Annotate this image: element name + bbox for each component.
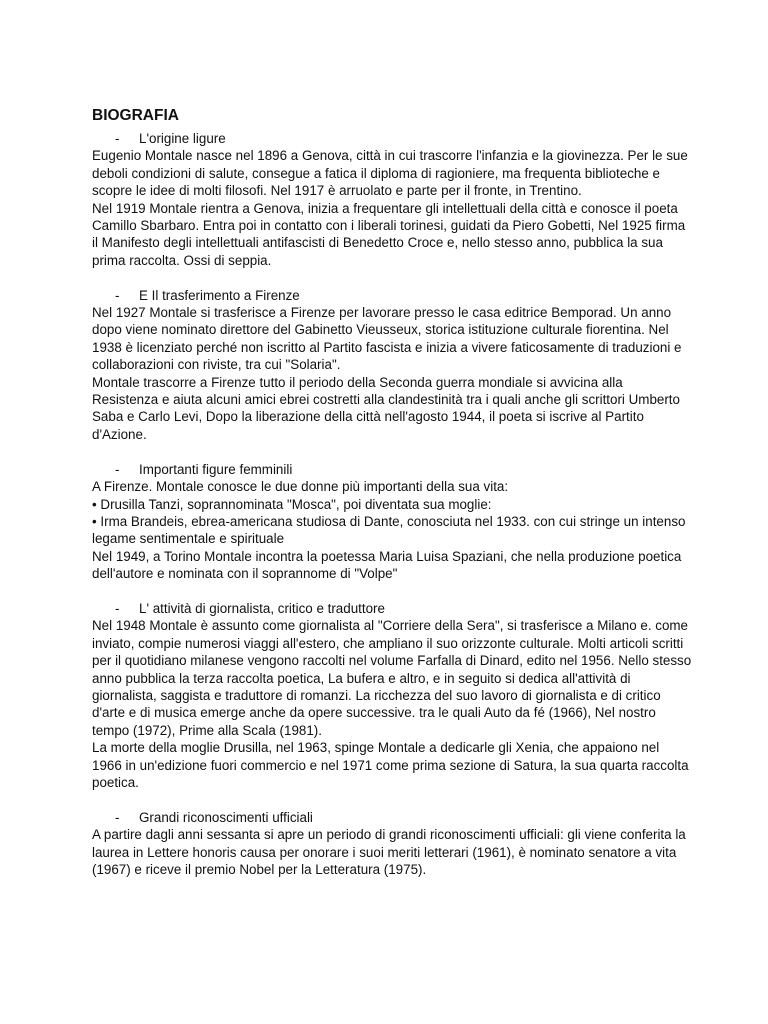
paragraph: Nel 1948 Montale è assunto come giornalista al "Corriere della Sera", si trasferisce a Milano e. come inviato, compie numerosi viaggi all'estero, che ampliano il suo orizzonte culturale. Molti articoli scritti per il quotidiano milanese vengono raccolti nel volume Farfalla di Dinard, edito nel 1956. Nello stesso anno pubblica la terza raccolta poetica, La bufera e altro, e in seguito si dedica all'attività di giornalista, saggista e traduttore di romanzi. La ricchezza del suo lavoro di giornalista e di critico d'arte e di musica emerge anche da opere successive. tra le quali Auto da fé (1966), Nel nostro tempo (1972), Prime alla Scala (1981).	[92, 618, 692, 738]
section-riconoscimenti	[92, 809, 692, 879]
section-heading-text: L'origine ligure	[139, 131, 226, 146]
section-heading-text: E Il trasferimento a Firenze	[139, 287, 300, 303]
section-heading	[92, 461, 692, 478]
list-dash: -	[115, 131, 120, 146]
section-heading	[92, 287, 692, 304]
section-figure-femminili	[92, 461, 692, 583]
section-heading-text: L' attività di giornalista, critico e traduttore	[139, 600, 385, 616]
section-heading	[92, 809, 692, 826]
bullet-item: • Irma Brandeis, ebrea-americana studiosa di Dante, conosciuta nel 1933. con cui stringe un intenso legame sentimentale e spirituale	[92, 513, 686, 547]
paragraph: Nel 1927 Montale si trasferisce a Firenze per lavorare presso le casa editrice Bemporad. Un anno dopo viene nominato direttore del Gabinetto Vieusseux, storica istituzione culturale fiorentina. Nel 1938 è licenziato perché non iscritto al Partito fascista e inizia a vivere faticosamente di traduzioni e collaborazioni con riviste, tra cui "Solaria".	[92, 305, 682, 373]
section-attivita-giornalista	[92, 600, 692, 791]
section-heading-text: Grandi riconoscimenti ufficiali	[139, 809, 313, 825]
paragraph: Eugenio Montale nasce nel 1896 a Genova, città in cui trascorre l'infanzia e la giovinezza. Per le sue deboli condizioni di salute, consegue a fatica il diploma di ragioniere, ma frequenta biblioteche e scopre le idee di molti filosofi. Nel 1917 è arruolato e parte per il fronte, in Trentino.	[92, 148, 688, 199]
section-origine-ligure	[92, 130, 692, 269]
paragraph: La morte della moglie Drusilla, nel 1963, spinge Montale a dedicarle gli Xenia, che appaiono nel 1966 in un'edizione fuori commercio e nel 1971 come prima sezione di Satura, la sua quarta raccolta poetica.	[92, 740, 689, 790]
list-dash: -	[115, 809, 120, 825]
paragraph: Montale trascorre a Firenze tutto il periodo della Seconda guerra mondiale si avvicina alla Resistenza e aiuta alcuni amici ebrei costretti alla clandestinità tra i quali anche gli scrittori Umberto Saba e Carlo Levi, Dopo la liberazione della città nell'agosto 1944, il poeta si iscrive al Partito d'Azione.	[92, 374, 680, 442]
list-dash: -	[115, 600, 120, 616]
list-dash: -	[115, 287, 120, 303]
section-heading-text: Importanti figure femminili	[139, 461, 293, 477]
section-heading	[92, 600, 692, 617]
paragraph: A partire dagli anni sessanta si apre un periodo di grandi riconoscimenti ufficiali: gli viene conferita la laurea in Lettere honoris causa per onorare i suoi meriti letterari (1961), è nominato senatore a vita (1967) e riceve il premio Nobel per la Letteratura (1975).	[92, 827, 686, 877]
document-page	[92, 106, 692, 878]
paragraph: A Firenze. Montale conosce le due donne più importanti della sua vita:	[92, 479, 509, 495]
list-dash: -	[115, 461, 120, 477]
paragraph: Nel 1919 Montale rientra a Genova, inizia a frequentare gli intellettuali della città e conosce il poeta Camillo Sbarbaro. Entra poi in contatto con i liberali torinesi, guidati da Piero Gobetti, Nel 1925 firma il Manifesto degli intellettuali antifascisti di Benedetto Croce e, nello stesso anno, pubblica la sua prima raccolta. Ossi di seppia.	[92, 200, 686, 268]
section-trasferimento-firenze	[92, 287, 692, 444]
paragraph: Nel 1949, a Torino Montale incontra la poetessa Maria Luisa Spaziani, che nella produzione poetica dell'autore e nominata con il soprannome di "Volpe"	[92, 548, 682, 582]
section-heading	[92, 130, 692, 147]
document-title: BIOGRAFIA	[92, 107, 179, 124]
bullet-item: • Drusilla Tanzi, soprannominata "Mosca", poi diventata sua moglie:	[92, 496, 492, 512]
